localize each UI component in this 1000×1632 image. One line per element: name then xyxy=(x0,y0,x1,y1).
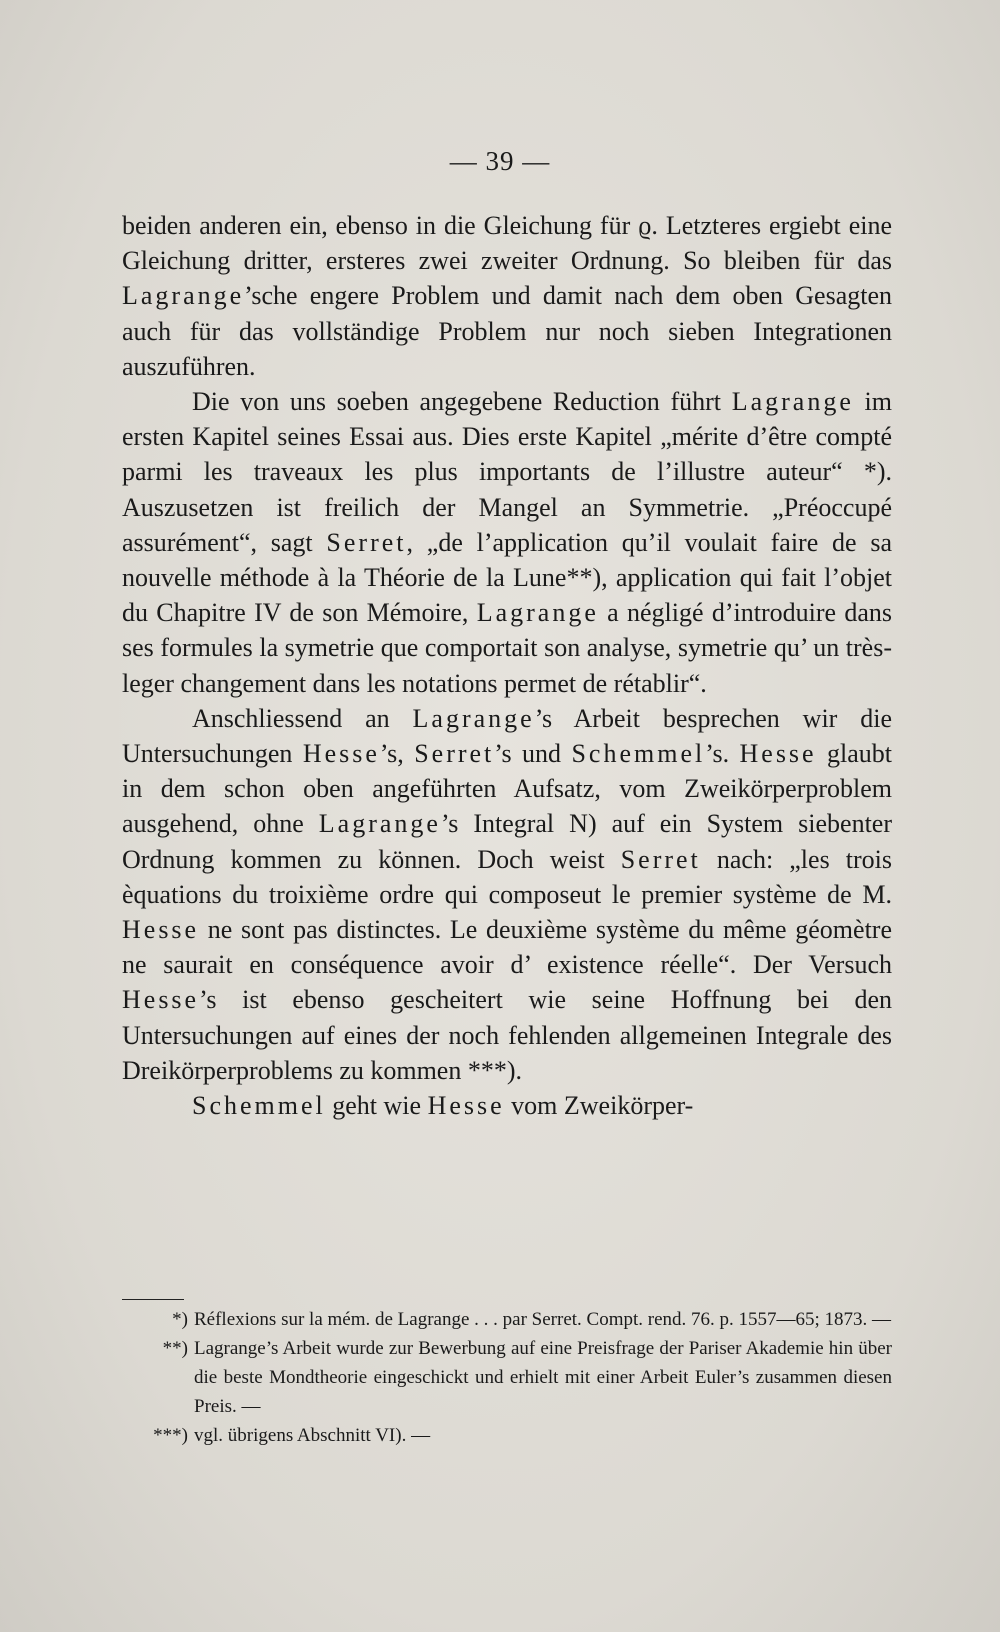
spaced-name: Hesse xyxy=(427,1091,505,1121)
text-run: vom Zweikörper- xyxy=(504,1091,694,1121)
spaced-name: Lagrange xyxy=(731,387,854,417)
footnote xyxy=(122,1305,892,1334)
spaced-name: Lagrange xyxy=(122,281,245,311)
spaced-name: Serret xyxy=(326,527,407,557)
spaced-name: Lagrange xyxy=(476,598,599,628)
text-run: geht wie xyxy=(325,1091,428,1121)
text-run: ’s Integral N) auf ein System siebenter Ordnung kommen zu können. Doch weist xyxy=(122,809,892,874)
footnote-text: Réflexions sur la mém. de Lagrange . . . par Serret. Compt. rend. 76. p. 1557—65; 1873. — xyxy=(194,1309,892,1330)
page-number: — 39 — xyxy=(449,146,551,176)
footnotes xyxy=(122,1305,892,1450)
footnote-mark: *) xyxy=(172,1309,188,1330)
paragraph xyxy=(122,1088,892,1123)
spaced-name: Hesse xyxy=(739,739,817,769)
spaced-name: Hesse xyxy=(122,915,200,945)
footnote-text: vgl. übrigens Abschnitt VI). — xyxy=(194,1425,431,1446)
text-run: nach: „les trois èquations du troixième ordre qui composeut le premier système de M. xyxy=(122,844,892,909)
spaced-name: Lagrange xyxy=(318,809,441,839)
paragraph xyxy=(122,208,892,384)
text-run: im ersten Kapitel seines Essai aus. Dies erste Kapitel „mérite d’être compté parmi les traveaux les plus importants de l’illustre auteur“ *). Auszusetzen ist freilich der Mangel an Symmetrie. „Préoccupé assurément“, sagt xyxy=(122,387,892,557)
footnote-rule xyxy=(122,1299,184,1300)
footnote xyxy=(122,1421,892,1450)
text-run: ’s Arbeit besprechen wir die Untersuchungen xyxy=(122,703,892,769)
text-run: beiden anderen ein, ebenso in die Gleichung für ϱ. Letzteres ergiebt eine Gleichung dritter, ersteres zwei zweiter Ordnung. So bleiben für das xyxy=(122,211,892,276)
spaced-name: Serret xyxy=(620,844,701,874)
text-run: ’s. xyxy=(705,739,740,769)
text-run: ’sche engere Problem und damit nach dem oben Gesagten auch für das vollständige Problem nur noch sieben Integrationen auszuführen. xyxy=(122,281,892,381)
text-run: , „de l’application qu’il voulait faire de sa nouvelle méthode à la Théorie de la Lune**), application qui fait l’objet du Chapitre IV de son Mémoire, xyxy=(122,527,892,628)
footnote-text: Lagrange’s Arbeit wurde zur Bewerbung auf eine Preisfrage der Pariser Akademie hin über die beste Mondtheorie eingeschickt und erhielt mit einer Arbeit Euler’s zusammen diesen Preis. — xyxy=(194,1338,892,1417)
text-run: ’s ist ebenso gescheitert wie seine Hoffnung bei den Untersuchungen auf eines der noch fehlenden allgemeinen Integrale des Dreikörperproblems zu kommen ***). xyxy=(122,985,892,1085)
body-text xyxy=(122,208,892,1123)
text-run: ’s und xyxy=(494,739,572,769)
spaced-name: Hesse xyxy=(302,739,380,769)
text-run: glaubt in dem schon oben angeführten Aufsatz, vom Zweikörperproblem ausgehend, ohne xyxy=(122,739,893,839)
spaced-name: Serret xyxy=(414,739,495,769)
text-run: Die von uns soeben angegebene Reduction führt xyxy=(192,387,732,417)
spaced-name: Schemmel xyxy=(192,1091,326,1121)
text-run: a négligé d’introduire dans ses formules la symetrie que comportait son analyse, symetrie qu’ un très-leger changement dans les notations permet de rétablir“. xyxy=(122,598,892,698)
paragraph xyxy=(122,384,892,701)
footnote-mark: ***) xyxy=(153,1425,188,1446)
spaced-name: Hesse xyxy=(122,985,200,1015)
spaced-name: Lagrange xyxy=(412,703,535,733)
paragraph xyxy=(122,701,892,1088)
spaced-name: Schemmel xyxy=(571,739,706,769)
footnote xyxy=(122,1334,892,1421)
text-run: ne sont pas distinctes. Le deuxième système du même géomètre ne saurait en conséquence avoir d’ existence réelle“. Der Versuch xyxy=(122,915,892,980)
text-run: Anschliessend an xyxy=(192,703,413,733)
text-run: ’s, xyxy=(379,739,415,769)
footnote-mark: **) xyxy=(162,1338,188,1359)
